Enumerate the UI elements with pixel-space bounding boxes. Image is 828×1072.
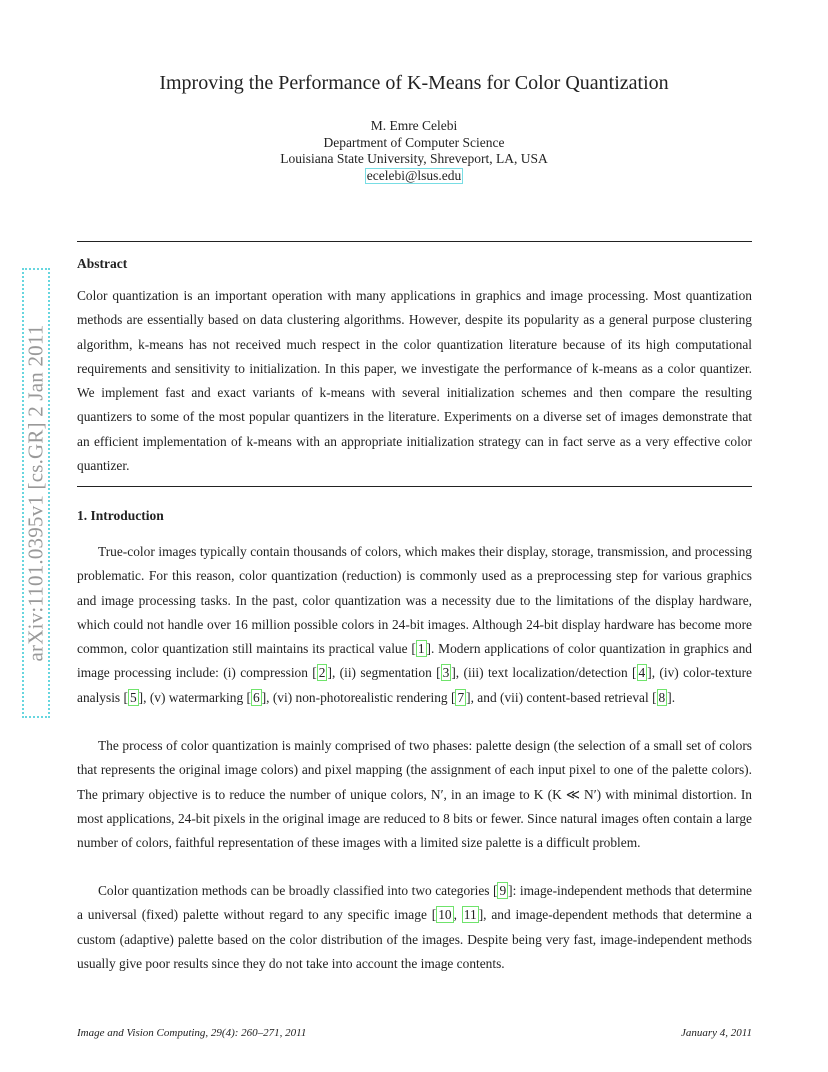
author-affiliation: Louisiana State University, Shreveport, LA, USA (280, 151, 548, 166)
citation-link[interactable]: 3 (442, 665, 450, 681)
abstract-heading: Abstract (77, 256, 128, 271)
citation-link[interactable]: 5 (129, 689, 137, 705)
intro-paragraph-1: True-color images typically contain thousands of colors, which makes their display, storage, transmission, and processing problematic. For this reason, color quantization (reduction) is commonly used as a preprocessing step for various graphics and image processing tasks. In the past, color quantization was a necessity due to the limitations of the display hardware, which could not handle over 16 million possible colors in 24-bit images. Although 24-bit display hardware has become more common, color quantization still maintains its practical value [ 1 ]. Modern applications of color quantization in graphics and image processing include: (i) compression [ 2 ], (ii) segmentation [ 3 ], (iii) text localization/detection [ 4 ], (iv) color-texture analysis [ 5 ], (v) watermarking [ 6 ], (vi) non-photorealistic rendering [ 7 ], and (vii) content-based retrieval [ 8 ]. (77, 544, 752, 705)
citation-link[interactable]: 11 (463, 907, 477, 923)
arxiv-identifier-box[interactable] (22, 268, 50, 718)
citation-link[interactable]: 2 (318, 665, 326, 681)
paper-title: Improving the Performance of K-Means for Color Quantization (159, 72, 669, 94)
abstract-top-rule (77, 241, 752, 242)
author-department: Department of Computer Science (323, 134, 505, 150)
citation-link[interactable]: 8 (658, 689, 666, 705)
citation-link[interactable]: 4 (638, 665, 646, 681)
citation-link[interactable]: 10 (438, 907, 452, 923)
footer-date: January 4, 2011 (681, 1027, 752, 1039)
introduction-heading: 1. Introduction (77, 508, 164, 523)
intro-paragraph-3: Color quantization methods can be broadly classified into two categories [ 9 ]: image-independent methods that determine a universal (fixed) palette without regard to any specific image [ 10 , 11 ], and image-dependent methods that determine a custom (adaptive) palette based on the color distribution of the images. Despite being very fast, image-independent methods usually give poor results since they do not take into account the image contents. (77, 883, 752, 971)
footer-journal: Image and Vision Computing, 29(4): 260–271, 2011 (77, 1027, 307, 1039)
author-email-link[interactable]: ecelebi@lsus.edu (366, 167, 462, 183)
author-name: M. Emre Celebi (370, 118, 458, 133)
abstract-bottom-rule (77, 486, 752, 487)
citation-link[interactable]: 6 (252, 689, 260, 705)
citation-link[interactable]: 1 (417, 641, 425, 657)
citation-link[interactable]: 9 (499, 883, 507, 898)
arxiv-identifier[interactable]: arXiv:1101.0395v1 [cs.GR] 2 Jan 2011 (23, 324, 48, 662)
citation-link[interactable]: 7 (457, 689, 465, 705)
abstract-text: Color quantization is an important operation with many applications in graphics and image processing. Most quantization methods are essentially based on data clustering algorithms. However, despite its popularity as a general purpose clustering algorithm, k-means has not received much respect in the color quantization literature because of its high computational requirements and sensitivity to initialization. In this paper, we investigate the performance of k-means as a color quantizer. We implement fast and exact variants of k-means with several initialization schemes and then compare the resulting quantizers to some of the most popular quantizers in the literature. Experiments on a diverse set of images demonstrate that an efficient implementation of k-means with an appropriate initialization strategy can in fact serve as a very effective color quantizer. (77, 288, 752, 474)
author-block (0, 118, 828, 184)
intro-paragraph-2: The process of color quantization is mainly comprised of two phases: palette design (the selection of a small set of colors that represents the original image colors) and pixel mapping (the assignment of each input pixel to one of the palette colors). The primary objective is to reduce the number of unique colors, N′, in an image to K (K ≪ N′) with minimal distortion. In most applications, 24-bit pixels in the original image are reduced to 8 bits or fewer. Since natural images often contain a large number of colors, faithful representation of these images with a limited size palette is a difficult problem. (77, 738, 752, 851)
